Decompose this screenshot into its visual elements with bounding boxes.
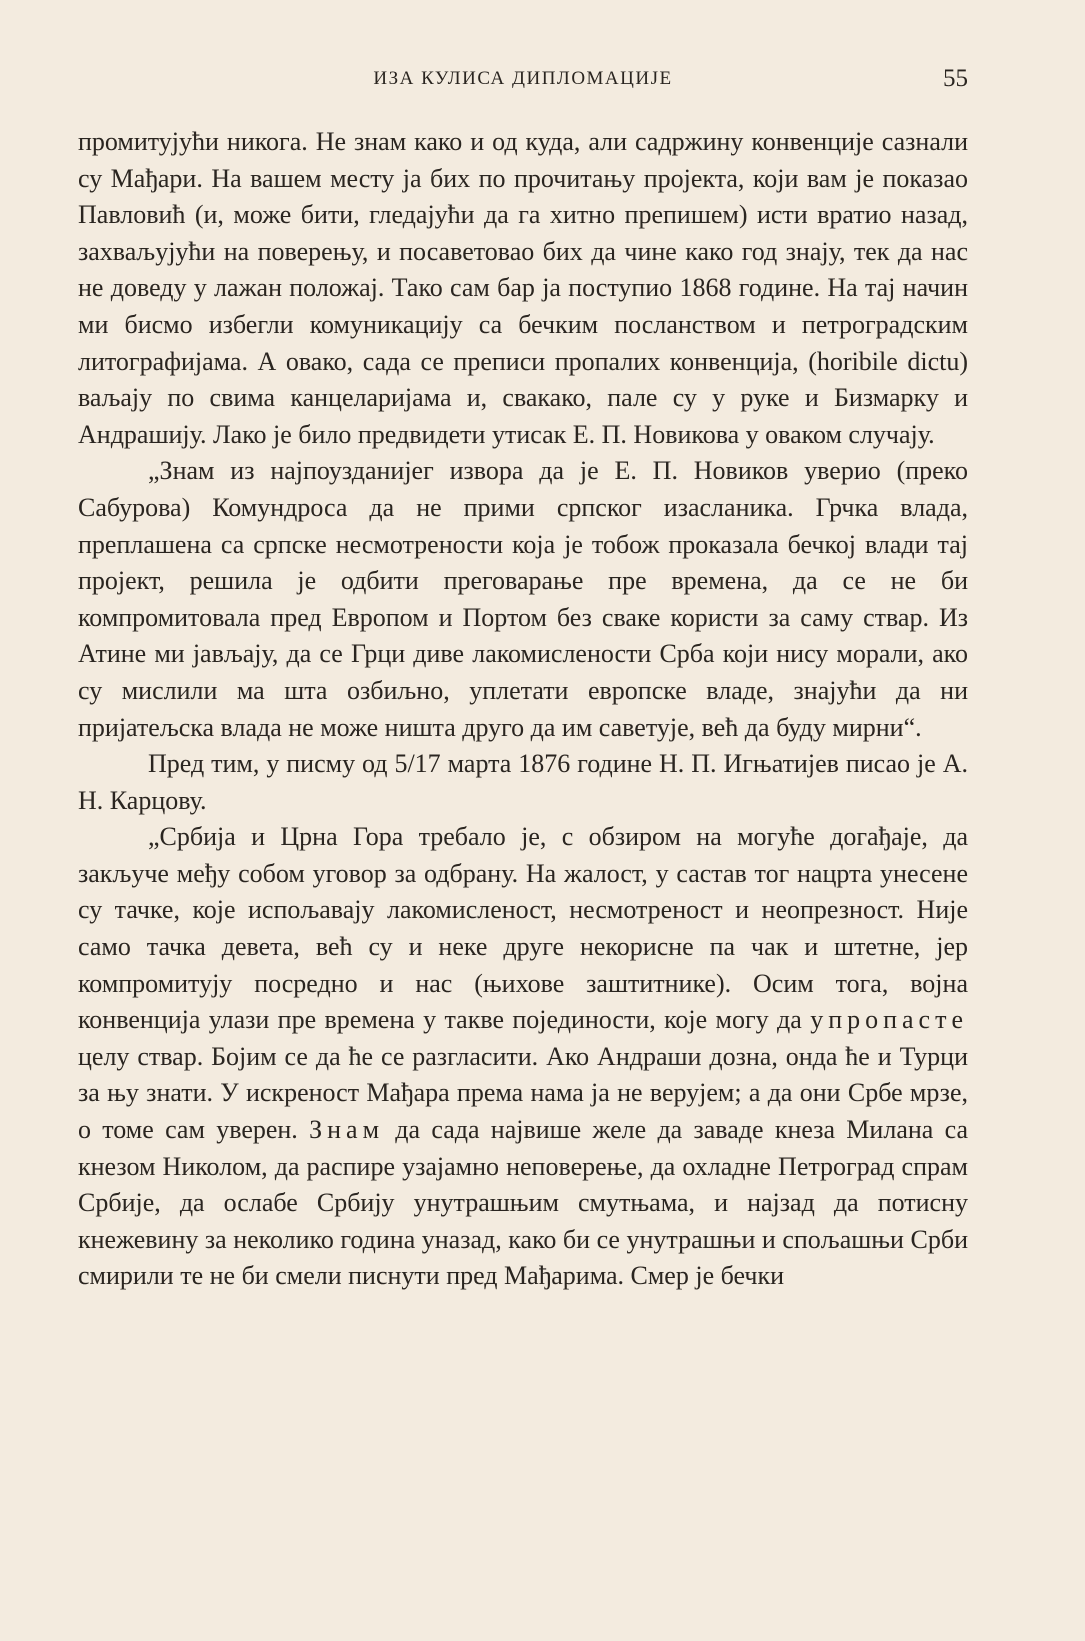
body-text: [78, 124, 968, 1295]
running-header: [78, 62, 968, 96]
paragraph-1: промитујући никога. Не знам како и од куда, али садржину конвенције сазнали су Мађари. На вашем месту ја бих по прочитању пројекта, који вам је показао Павловић (и, може бити, гледајући да га хитно препишем) исти вратио назад, захваљујући на поверењу, и посаветовао бих да чине како год знају, тек да нас не доведу у лажан положај. Тако сам бар ја поступио 1868 године. На тај начин ми бисмо избегли комуникацију са бечким посланством и петроградским литографијама. А овако, сада се преписи пропалих конвенција, (horibile dictu) ваљају по свима канцеларијама и, свакако, пале су у руке и Бизмарку и Андрашију. Лако је било предвидети утисак Е. П. Новикова у оваком случају.: [78, 127, 968, 449]
paragraph-4-quote: [78, 819, 968, 1295]
paragraph-4-part-a: „Србија и Црна Гора требало је, с обзиром на могуће догађаје, да закључе међу собом уговор за одбрану. На жалост, у састав тог нацрта унесене су тачке, које испољавају лакомисленост, несмотреност и неопрезност. Није само тачка девета, већ су и неке друге некорисне па чак и штетне, јер компромитују посредно и нас (њихове заштитнике). Осим тога, војна конвенција улази пре времена у такве појединости, које могу да: [78, 822, 968, 1035]
paragraph-3: Пред тим, у писму од 5/17 марта 1876 године Н. П. Игњатијев писао је А. Н. Карцову.: [78, 749, 968, 815]
page-number: 55: [943, 65, 968, 92]
spaced-emphasis-word: Знам: [309, 1115, 385, 1145]
spaced-emphasis-word: упропасте: [810, 1005, 968, 1035]
paragraph-4-part-c: да сада највише желе да заваде кнеза Милана са кнезом Николом, да распире узајамно неповерење, да охладне Петроград спрам Србије, да ослабе Србију унутрашњим смутњама, и најзад да потисну кнежевину за неколико година уназад, како би се унутрашњи и спољашњи Срби смирили те не би смели писнути пред Мађарима. Смер је бечки: [78, 1115, 968, 1291]
running-title: ИЗА КУЛИСА ДИПЛОМАЦИЈЕ: [373, 68, 673, 89]
paragraph-4-part-b: целу ствар. Бојим се да ће се разгласити. Ако Андраши дозна, онда ће и Турци за њу знати. У искреност Мађара према нама ја не верујем; а да они Србе мрзе, о томе сам уверен.: [78, 1041, 968, 1145]
paragraph-2-quote: „Знам из најпоузданијег извора да је Е. П. Новиков уверио (преко Сабурова) Комундроса да не прими српског изасланика. Грчка влада, преплашена са српске несмотрености која је тобож проказала бечкој влади тај пројект, решила је одбити преговарање пре времена, да се не би компромитовала пред Европом и Портом без сваке користи за саму ствар. Из Атине ми јављају, да се Грци диве лакомислености Срба који нису морали, ако су мислили ма шта озбиљно, уплетати европске владе, знајући да ни пријатељска влада не може ништа друго да им саветује, већ да буду мирни“.: [78, 456, 968, 742]
